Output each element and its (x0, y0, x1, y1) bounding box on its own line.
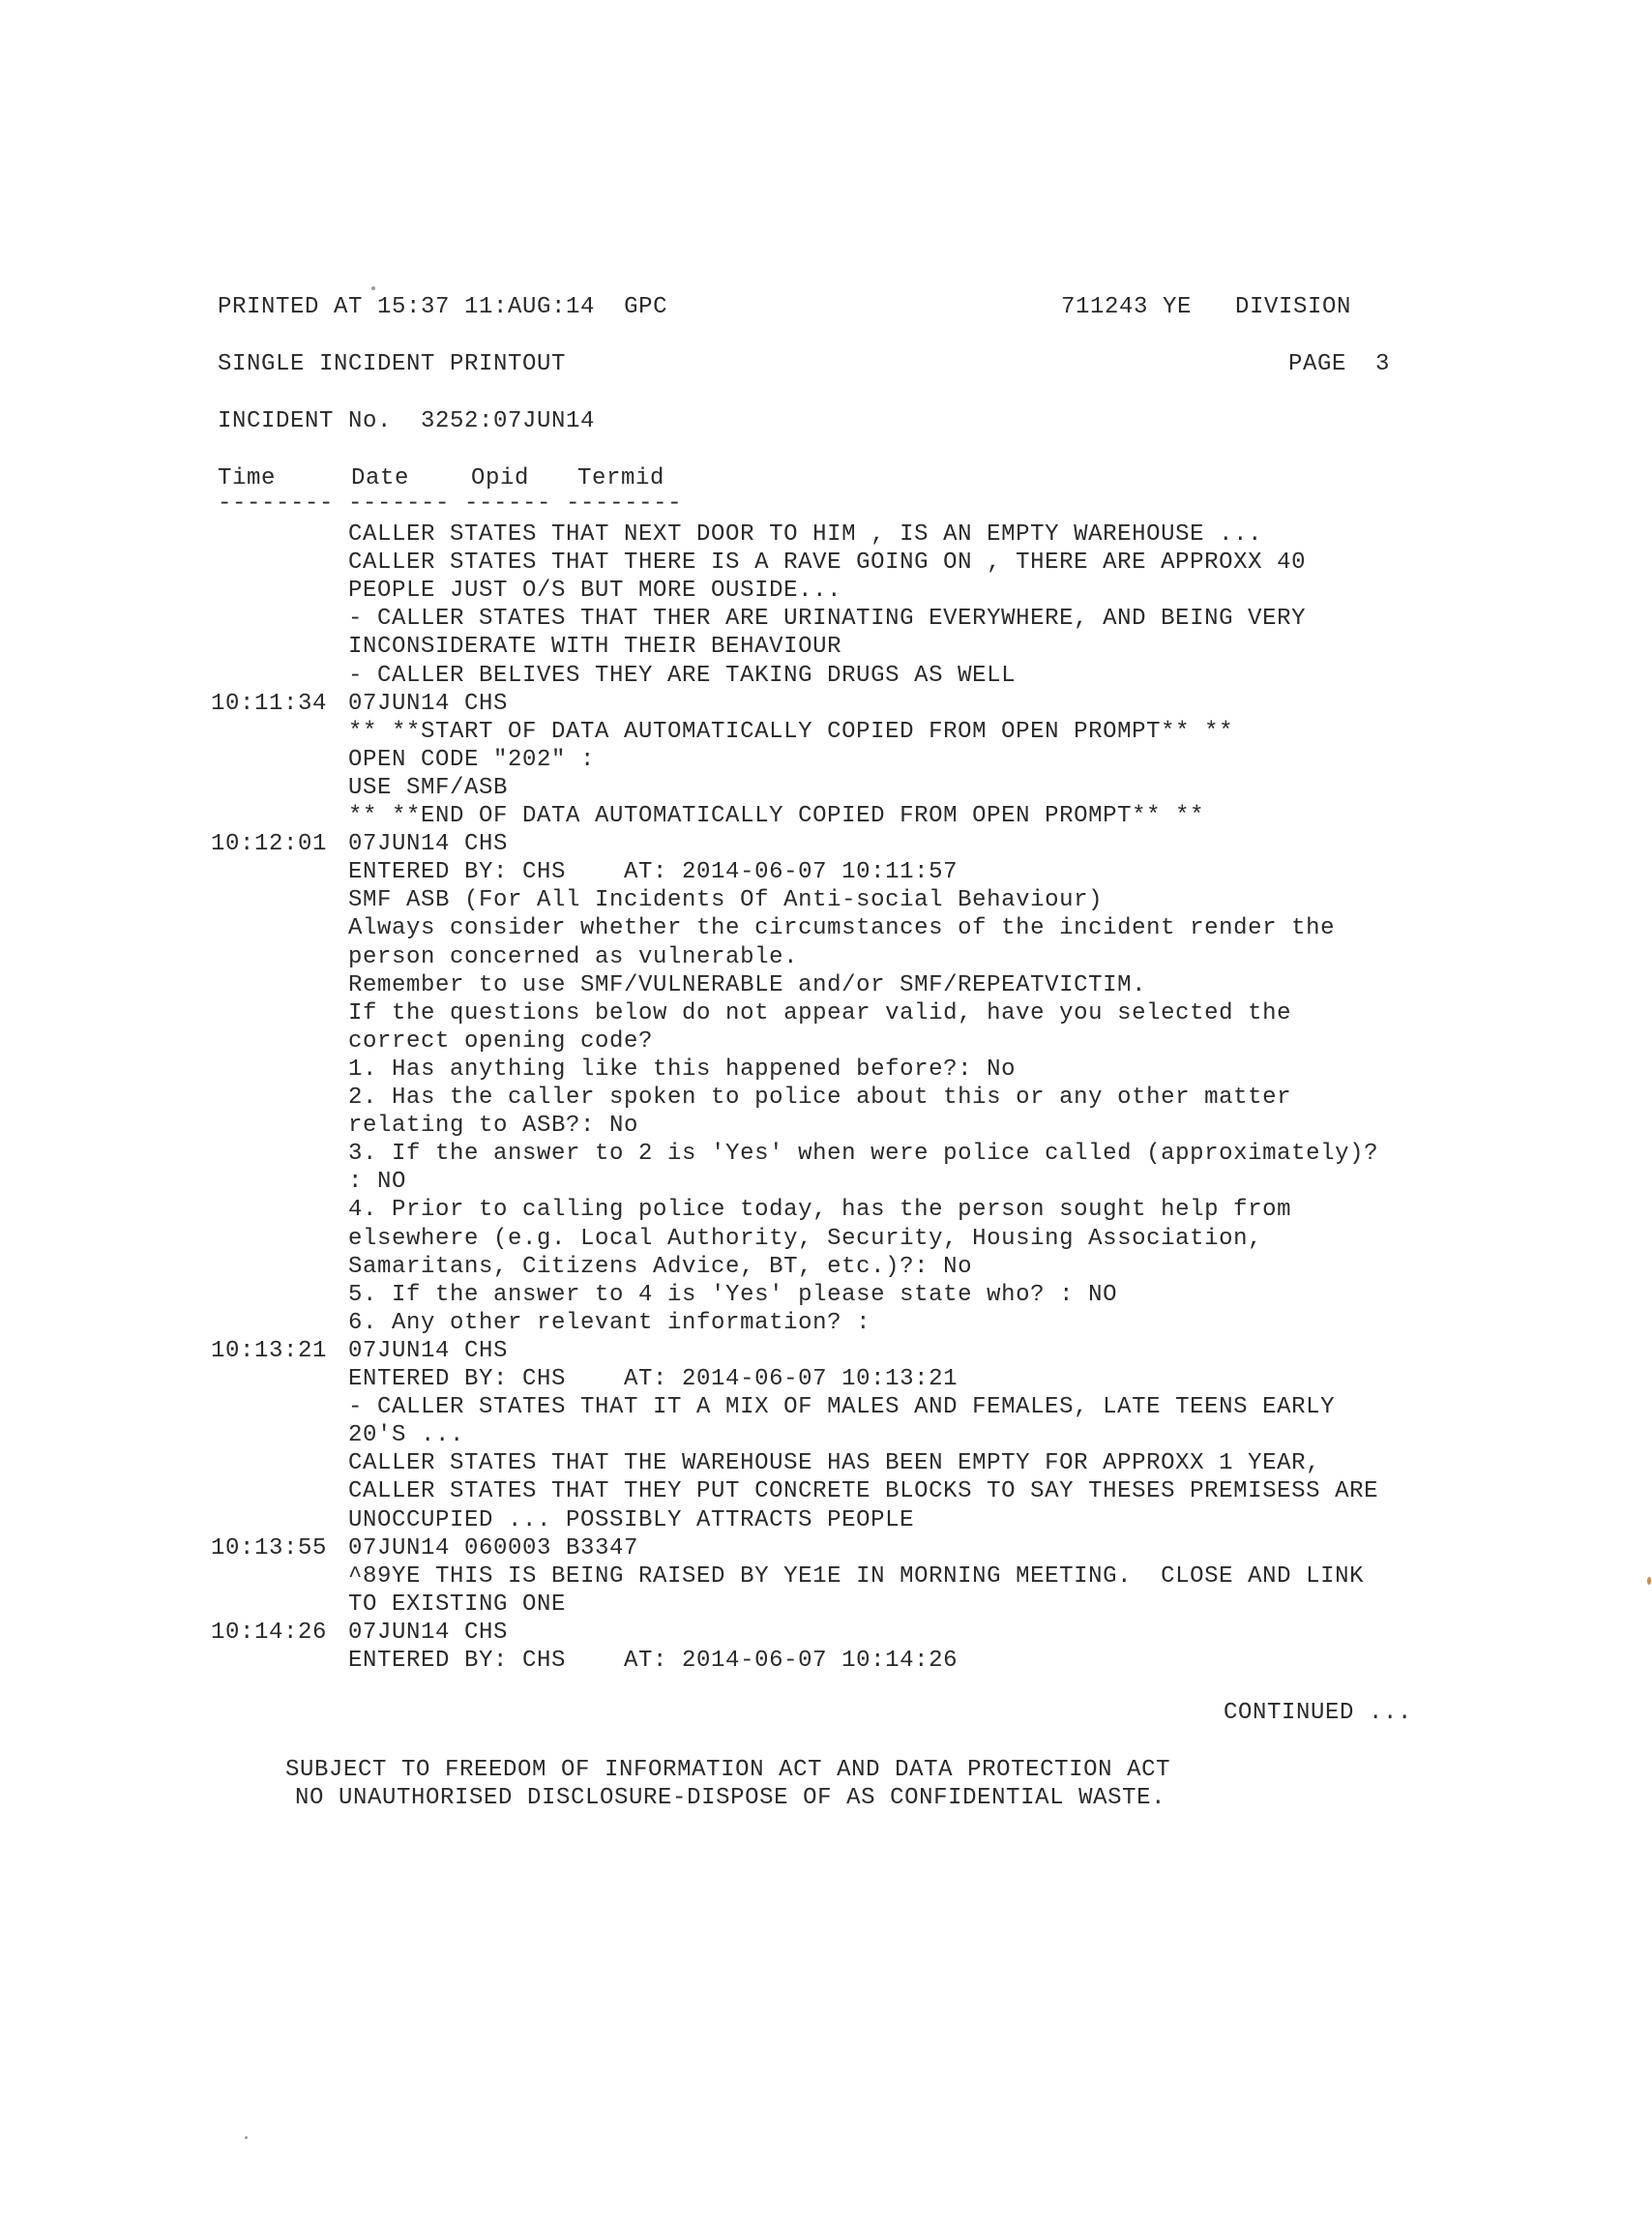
entry-text: ENTERED BY: CHS AT: 2014-06-07 10:11:57 (348, 859, 959, 885)
entry-text: : NO (348, 1169, 407, 1195)
entry-text: ** **END OF DATA AUTOMATICALLY COPIED FROM OPEN PROMPT** ** (348, 803, 1205, 829)
entry-time: 10:13:21 (211, 1338, 328, 1364)
entry-text: 07JUN14 CHS (348, 831, 509, 857)
entry-text: 07JUN14 060003 B3347 (348, 1535, 639, 1562)
footer-line-1: SUBJECT TO FREEDOM OF INFORMATION ACT AND DATA PROTECTION ACT (285, 1757, 1171, 1783)
col-date: Date (351, 465, 410, 491)
col-termid: Termid (577, 465, 665, 491)
entry-text: 3. If the answer to 2 is 'Yes' when were police called (approximately)? (348, 1141, 1379, 1167)
footer-line-2: NO UNAUTHORISED DISCLOSURE-DISPOSE OF AS CONFIDENTIAL WASTE. (295, 1785, 1166, 1811)
entry-text: 1. Has anything like this happened before?: No (348, 1056, 1017, 1083)
entry-text: 4. Prior to calling police today, has the person sought help from (348, 1197, 1292, 1223)
incident-number: INCIDENT No. 3252:07JUN14 (218, 408, 596, 434)
col-opid: Opid (471, 465, 530, 491)
entry-text: ^89YE THIS IS BEING RAISED BY YE1E IN MORNING MEETING. CLOSE AND LINK (348, 1563, 1365, 1590)
entry-text: CALLER STATES THAT THE WAREHOUSE HAS BEEN EMPTY FOR APPROXX 1 YEAR, (348, 1450, 1321, 1476)
col-time: Time (218, 465, 277, 491)
division: 711243 YE DIVISION (1061, 294, 1352, 320)
entry-text: 07JUN14 CHS (348, 691, 509, 717)
printed-at: PRINTED AT 15:37 11:AUG:14 GPC (218, 294, 668, 320)
entry-text: correct opening code? (348, 1028, 654, 1055)
entry-time: 10:11:34 (211, 691, 328, 717)
page-number: PAGE 3 (1288, 351, 1391, 377)
entry-text: person concerned as vulnerable. (348, 944, 799, 970)
entry-text: 20'S ... (348, 1422, 465, 1448)
entry-text: ENTERED BY: CHS AT: 2014-06-07 10:13:21 (348, 1366, 959, 1392)
entry-text: 07JUN14 CHS (348, 1620, 509, 1646)
scan-speck (245, 2136, 248, 2139)
entry-text: ENTERED BY: CHS AT: 2014-06-07 10:14:26 (348, 1648, 959, 1674)
printout-title: SINGLE INCIDENT PRINTOUT (218, 351, 567, 377)
entry-text: CALLER STATES THAT NEXT DOOR TO HIM , IS AN EMPTY WAREHOUSE ... (348, 521, 1263, 548)
entry-text: - CALLER STATES THAT THER ARE URINATING EVERYWHERE, AND BEING VERY (348, 606, 1307, 632)
col-separator: -------- ------- ------ -------- (218, 491, 683, 517)
entry-text: If the questions below do not appear valid, have you selected the (348, 1000, 1292, 1026)
entry-text: Remember to use SMF/VULNERABLE and/or SMF/REPEATVICTIM. (348, 972, 1147, 998)
entry-text: - CALLER STATES THAT IT A MIX OF MALES AND FEMALES, LATE TEENS EARLY (348, 1394, 1336, 1420)
entry-text: TO EXISTING ONE (348, 1591, 567, 1618)
continued-label: CONTINUED ... (1224, 1700, 1413, 1726)
entry-text: USE SMF/ASB (348, 775, 509, 801)
scan-speck (1647, 1577, 1651, 1585)
entry-text: OPEN CODE "202" : (348, 747, 596, 773)
entry-time: 10:12:01 (211, 831, 328, 857)
entry-text: 6. Any other relevant information? : (348, 1310, 871, 1336)
entry-text: 2. Has the caller spoken to police about this or any other matter (348, 1085, 1292, 1111)
entry-time: 10:14:26 (211, 1620, 328, 1646)
entry-text: INCONSIDERATE WITH THEIR BEHAVIOUR (348, 634, 842, 660)
entry-text: CALLER STATES THAT THERE IS A RAVE GOING ON , THERE ARE APPROXX 40 (348, 550, 1307, 576)
scan-speck (371, 286, 375, 290)
entry-text: 5. If the answer to 4 is 'Yes' please state who? : NO (348, 1282, 1118, 1308)
entry-text: PEOPLE JUST O/S BUT MORE OUSIDE... (348, 578, 842, 604)
entry-text: 07JUN14 CHS (348, 1338, 509, 1364)
entry-text: elsewhere (e.g. Local Authority, Security, Housing Association, (348, 1226, 1263, 1252)
entry-text: relating to ASB?: No (348, 1113, 639, 1139)
entry-text: SMF ASB (For All Incidents Of Anti-social Behaviour) (348, 887, 1104, 913)
entry-text: Always consider whether the circumstances of the incident render the (348, 915, 1336, 941)
entry-text: CALLER STATES THAT THEY PUT CONCRETE BLOCKS TO SAY THESES PREMISESS ARE (348, 1478, 1379, 1504)
entry-text: ** **START OF DATA AUTOMATICALLY COPIED FROM OPEN PROMPT** ** (348, 719, 1234, 745)
entry-text: Samaritans, Citizens Advice, BT, etc.)?: No (348, 1254, 973, 1280)
entry-time: 10:13:55 (211, 1535, 328, 1562)
entry-text: - CALLER BELIVES THEY ARE TAKING DRUGS AS WELL (348, 663, 1017, 689)
entry-text: UNOCCUPIED ... POSSIBLY ATTRACTS PEOPLE (348, 1507, 915, 1533)
